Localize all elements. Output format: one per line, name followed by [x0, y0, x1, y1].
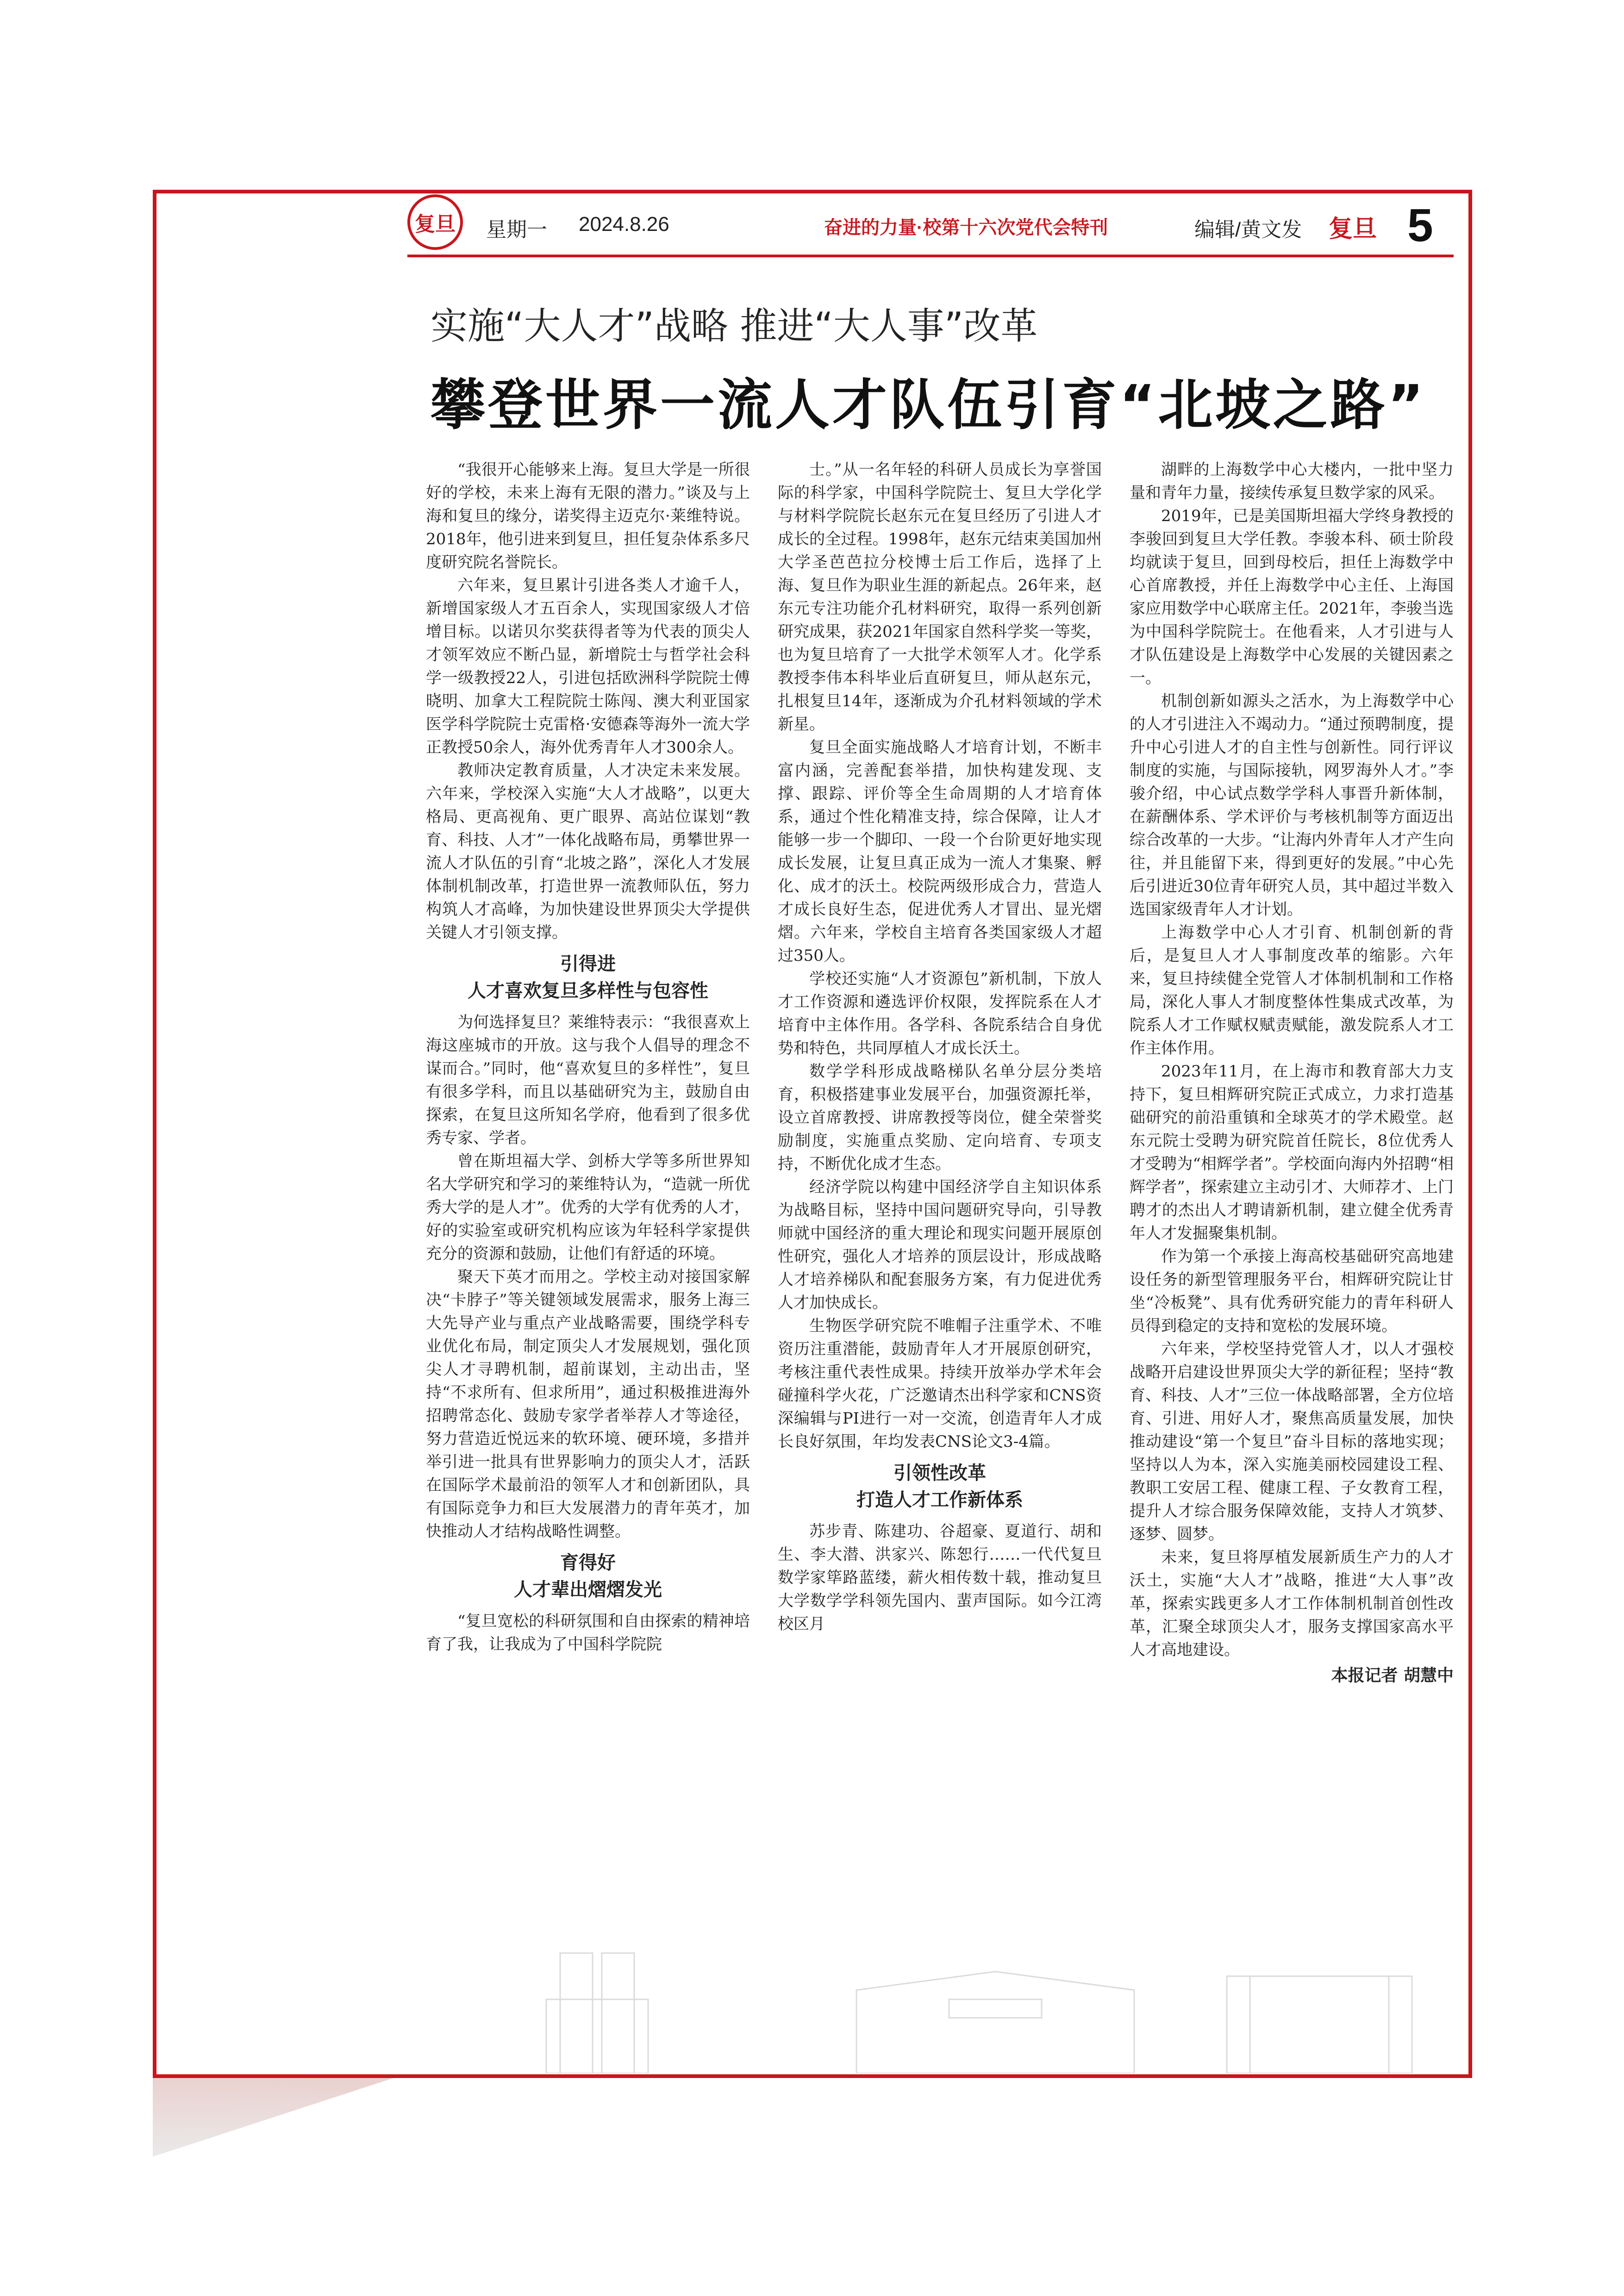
col1b-paragraphs — [426, 1011, 750, 1543]
col1-paragraphs — [426, 458, 750, 944]
column-2 — [778, 458, 1102, 1939]
col2b-paragraphs — [778, 1520, 1102, 1636]
paragraph: 机制创新如源头之活水，为上海数学中心的人才引进注入不竭动力。“通过预聘制度，提升中心引进人才的自主性与创新性。同行评议制度的实施，与国际接轨，网罗海外人才。”李骏介绍，中心试点数学学科人事晋升新体制，在薪酬体系、学术评价与考核机制等方面迈出综合改革的一大步。“让海内外青年人才产生向往，并且能留下来，得到更好的发展。”中心先后引进近30位青年研究人员，其中超过半数入选国家级青年人才计划。 — [1130, 692, 1454, 919]
university-logo-icon — [407, 194, 463, 250]
paragraph: 六年来，复旦累计引进各类人才逾千人，新增国家级人才五百余人，实现国家级人才倍增目标。以诺贝尔奖获得者等为代表的顶尖人才领军效应不断凸显，新增院士与哲学社会科学一级教授22人，引进包括欧洲科学院院士傅晓明、加拿大工程院院士陈闯、澳大利亚国家医学科学院院士克雷格·安德森等海外一流大学正教授50余人，海外优秀青年人才300余人。 — [426, 576, 750, 757]
logo-text: 复旦 — [415, 212, 456, 236]
column-1 — [426, 458, 750, 1939]
paragraph: 复旦全面实施战略人才培育计划，不断丰富内涵，完善配套举措，加快构建发现、支撑、跟踪、评价等全生命周期的人才培育体系，通过个性化精准支持，综合保障，让人才能够一步一个脚印、一段一个台阶更好地实现成长发展，让复旦真正成为一流人才集聚、孵化、成才的沃土。校院两级形成合力，营造人才成长良好生态，促进优秀人才冒出、显光熠熠。六年来，学校自主培育各类国家级人才超过350人。 — [778, 738, 1102, 965]
header-day: 星期一 — [486, 218, 547, 241]
col3-paragraphs — [1130, 458, 1454, 1661]
byline: 本报记者 胡慧中 — [1331, 1666, 1454, 1685]
paragraph: 经济学院以构建中国经济学自主知识体系为战略目标，坚持中国问题研究导向，引导教师就中国经济的重大理论和现实问题开展原创性研究，强化人才培养的顶层设计，形成战略人才培养梯队和配套服务方案，有力促进优秀人才加快成长。 — [778, 1178, 1102, 1312]
paragraph: 六年来，学校坚持党管人才，以人才强校战略开启建设世界顶尖大学的新征程；坚持“教育、科技、人才”三位一体战略部署，全方位培育、引进、用好人才，聚焦高质量发展，加快推动建设“第一个复旦”奋斗目标的落地实现；坚持以人为本，深入实施美丽校园建设工程、教职工安居工程、健康工程、子女教育工程，提升人才综合服务保障效能，支持人才筑梦、逐梦、圆梦。 — [1130, 1340, 1454, 1543]
subhead-2-line-2: 人才辈出熠熠发光 — [514, 1579, 662, 1600]
header-date: 2024.8.26 — [579, 213, 669, 236]
subhead-2-line-1: 育得好 — [560, 1552, 616, 1574]
paragraph: “我很开心能够来上海。复旦大学是一所很好的学校，未来上海有无限的潜力。”谈及与上海和复旦的缘分，诺奖得主迈克尔·莱维特说。2018年，他引进来到复旦，担任复杂体系多尺度研究院名誉院长。 — [426, 460, 750, 572]
paragraph: 作为第一个承接上海高校基础研究高地建设任务的新型管理服务平台，相辉研究院让甘坐“冷板凳”、具有优秀研究能力的青年科研人员得到稳定的支持和宽松的发展环境。 — [1130, 1247, 1454, 1335]
page-header — [407, 194, 1454, 257]
subhead-1-line-1: 引得进 — [560, 953, 616, 975]
subhead-3-line-1: 引领性改革 — [893, 1462, 986, 1484]
col1c-paragraphs — [426, 1610, 750, 1656]
column-3 — [1130, 458, 1454, 1939]
header-brand: 复旦 — [1329, 216, 1377, 243]
header-editor: 编辑/黄文发 — [1194, 218, 1302, 241]
subhead-2 — [426, 1549, 750, 1603]
paragraph: “复旦宽松的科研氛围和自由探索的精神培育了我，让我成为了中国科学院院 — [426, 1612, 750, 1654]
header-section: 奋进的力量·校第十六次党代会特刊 — [824, 218, 1108, 238]
subhead-1-line-2: 人才喜欢复旦多样性与包容性 — [468, 980, 708, 1002]
paragraph: 未来，复旦将厚植发展新质生产力的人才沃土，实施“大人才”战略，推进“大人事”改革，探索实践更多人才工作体制机制首创性改革，汇聚全球顶尖人才，服务支撑国家高水平人才高地建设。 — [1130, 1548, 1454, 1659]
paragraph: 为何选择复旦？莱维特表示：“我很喜欢上海这座城市的开放。这与我个人倡导的理念不谋而合。”同时，他“喜欢复旦的多样性”，复旦有很多学科，而且以基础研究为主，鼓励自由探索，在复旦这所知名学府，他看到了很多优秀专家、学者。 — [426, 1013, 750, 1147]
article-body — [426, 458, 1454, 1939]
paragraph: 2019年，已是美国斯坦福大学终身教授的李骏回到复旦大学任教。李骏本科、硕士阶段均就读于复旦，回到母校后，担任上海数学中心首席教授，并任上海数学中心主任、上海国家应用数学中心联席主任。2021年，李骏当选为中国科学院院士。在他看来，人才引进与人才队伍建设是上海数学中心发展的关键因素之一。 — [1130, 507, 1454, 687]
subhead-1 — [426, 951, 750, 1004]
paragraph: 学校还实施“人才资源包”新机制，下放人才工作资源和遴选评价权限，发挥院系在人才培育中主体作用。各学科、各院系结合自身优势和特色，共同厚植人才成长沃土。 — [778, 970, 1102, 1058]
article-kicker: 实施“大人才”战略 推进“大人事”改革 — [431, 305, 1038, 348]
campus-skyline-illustration — [532, 1935, 1435, 2073]
paragraph: 数学学科形成战略梯队名单分层分类培育，积极搭建事业发展平台，加强资源托举，设立首席教授、讲席教授等岗位，健全荣誉奖励制度，实施重点奖励、定向培育、专项支持，不断优化成才生态。 — [778, 1062, 1102, 1173]
paragraph: 苏步青、陈建功、谷超豪、夏道行、胡和生、李大潜、洪家兴、陈恕行……一代代复旦数学家筚路蓝缕，薪火相传数十载，推动复旦大学数学学科领先国内、蜚声国际。如今江湾校区月 — [778, 1522, 1102, 1633]
paragraph: 湖畔的上海数学中心大楼内，一批中坚力量和青年力量，接续传承复旦数学家的风采。 — [1130, 460, 1454, 502]
paragraph: 上海数学中心人才引育、机制创新的背后，是复旦人才人事制度改革的缩影。六年来，复旦持续健全党管人才体制机制和工作格局，深化人事人才制度整体性集成式改革，为院系人才工作赋权赋责赋能，激发院系人才工作主体作用。 — [1130, 923, 1454, 1058]
page-number: 5 — [1407, 199, 1433, 251]
subhead-3-line-2: 打造人才工作新体系 — [856, 1489, 1023, 1511]
paragraph: 聚天下英才而用之。学校主动对接国家解决“卡脖子”等关键领域发展需求，服务上海三大先导产业与重点产业战略需要，围绕学科专业优化布局，制定顶尖人才发展规划，强化顶尖人才寻聘机制，超前谋划，主动出击，坚持“不求所有、但求所用”，通过积极推进海外招聘常态化、鼓励专家学者举荐人才等途径，努力营造近悦远来的软环境、硬环境，多措并举引进一批具有世界影响力的顶尖人才，活跃在国际学术最前沿的领军人才和创新团队，具有国际竞争力和巨大发展潜力的青年英才，加快推动人才结构战略性调整。 — [426, 1268, 750, 1541]
subhead-3 — [778, 1460, 1102, 1513]
paragraph: 教师决定教育质量，人才决定未来发展。六年来，学校深入实施“大人才战略”，以更大格局、更高视角、更广眼界、高站位谋划“教育、科技、人才”一体化战略布局，勇攀世界一流人才队伍的引育“北坡之路”，深化人才发展体制机制改革，打造世界一流教师队伍，努力构筑人才高峰，为加快建设世界顶尖大学提供关键人才引领支撑。 — [426, 761, 750, 942]
article-headline: 攀登世界一流人才队伍引育“北坡之路” — [431, 373, 1427, 437]
paragraph: 士。”从一名年轻的科研人员成长为享誉国际的科学家，中国科学院院士、复旦大学化学与材料学院院长赵东元在复旦经历了引进人才成长的全过程。1998年，赵东元结束美国加州大学圣芭芭拉分校博士后工作后，选择了上海、复旦作为职业生涯的新起点。26年来，赵东元专注功能介孔材料研究，取得一系列创新研究成果，获2021年国家自然科学奖一等奖，也为复旦培育了一大批学术领军人才。化学系教授李伟本科毕业后直研复旦，师从赵东元，扎根复旦14年，逐渐成为介孔材料领域的学术新星。 — [778, 460, 1102, 734]
paragraph: 生物医学研究院不唯帽子注重学术、不唯资历注重潜能，鼓励青年人才开展原创研究，考核注重代表性成果。持续开放举办学术年会碰撞科学火花，广泛邀请杰出科学家和CNS资深编辑与PI进行一对一交流，创造青年人才成长良好氛围，年均发表CNS论文3-4篇。 — [778, 1317, 1102, 1451]
paragraph: 2023年11月，在上海市和教育部大力支持下，复旦相辉研究院正式成立，力求打造基础研究的前沿重镇和全球英才的学术殿堂。赵东元院士受聘为研究院首任院长，8位优秀人才受聘为“相辉学者”。学校面向海内外招聘“相辉学者”，探索建立主动引才、大师荐才、上门聘才的杰出人才聘请新机制，建立健全优秀青年人才发掘聚集机制。 — [1130, 1062, 1454, 1243]
paragraph: 曾在斯坦福大学、剑桥大学等多所世界知名大学研究和学习的莱维特认为，“造就一所优秀大学的是人才”。优秀的大学有优秀的人才，好的实验室或研究机构应该为年轻科学家提供充分的资源和鼓励，让他们有舒适的环境。 — [426, 1152, 750, 1263]
col2-paragraphs — [778, 458, 1102, 1453]
